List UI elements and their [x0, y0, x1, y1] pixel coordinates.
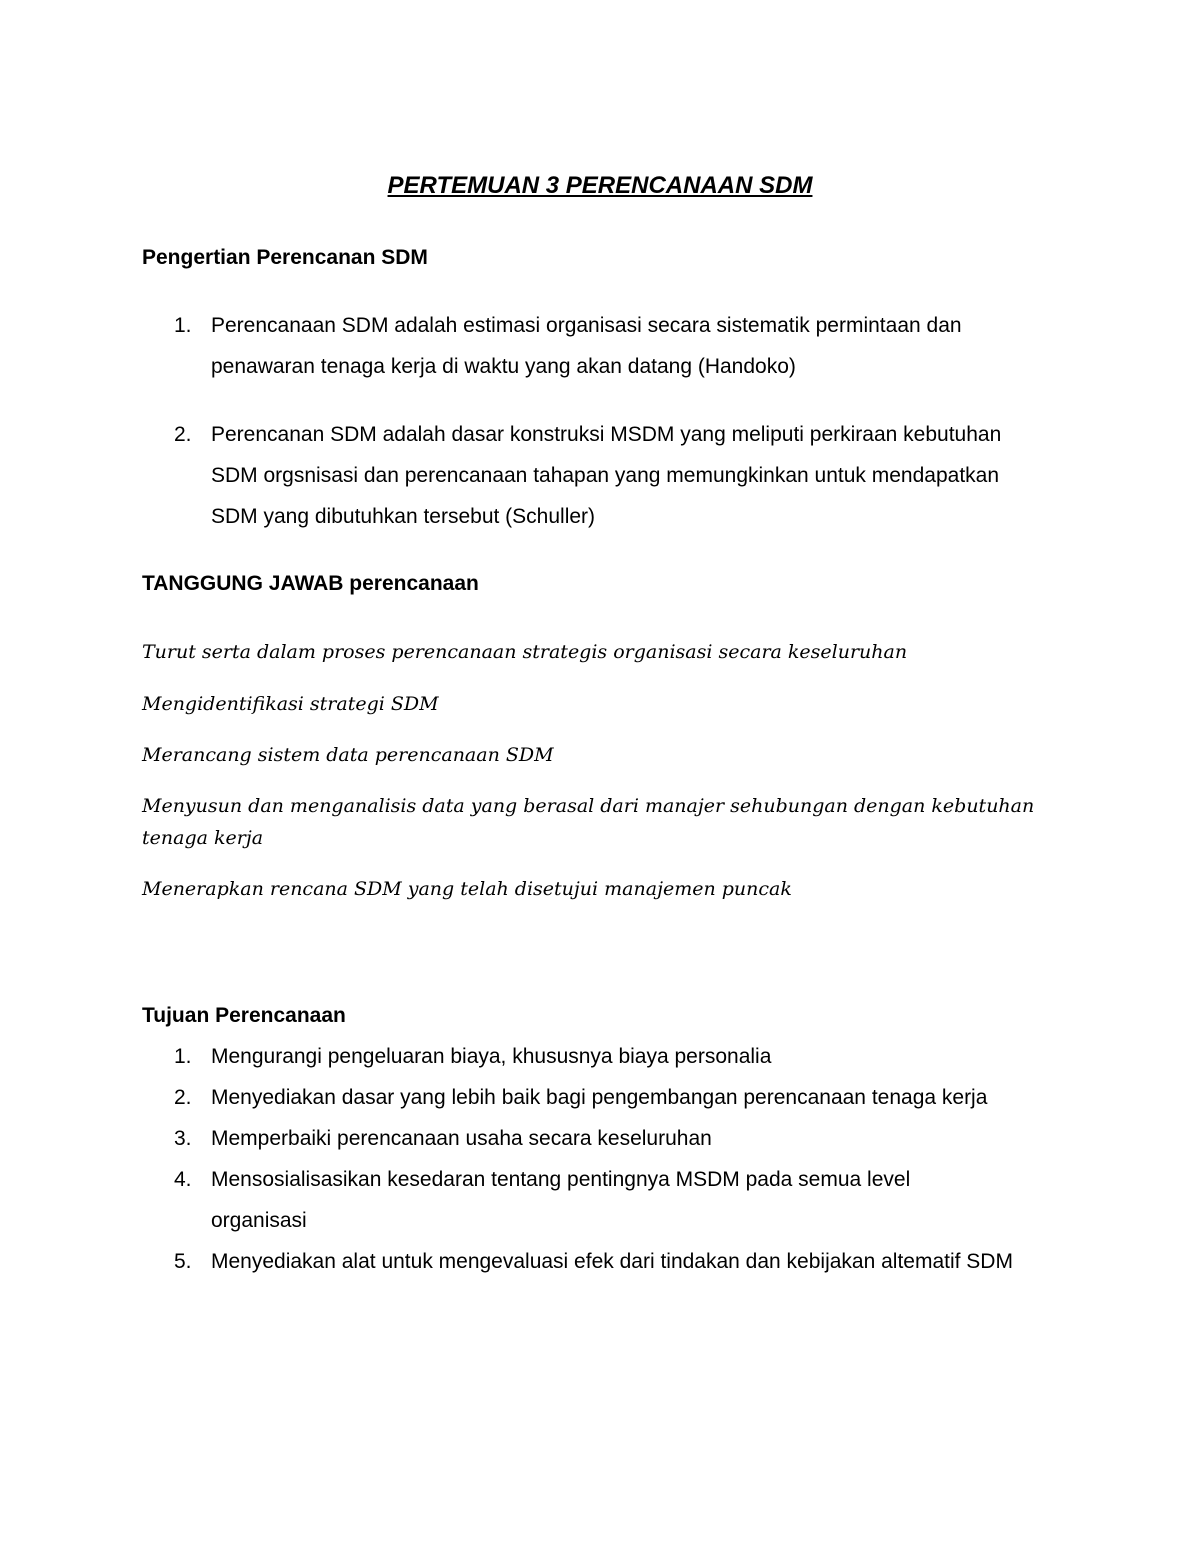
list-item: [0, 1118, 1200, 1159]
list-text: Perencanaan SDM adalah estimasi organisasi secara sistematik permintaan dan penawaran tenaga kerja di waktu yang akan datang (Handoko): [211, 314, 962, 378]
section-heading-tanggung-jawab: TANGGUNG JAWAB perencanaan: [142, 572, 479, 595]
definition-list: [0, 305, 1200, 537]
responsibility-item: Merancang sistem data perencanaan SDM: [142, 744, 554, 766]
goals-list: [0, 1036, 1200, 1282]
list-text: Perencanan SDM adalah dasar konstruksi MSDM yang meliputi perkiraan kebutuhan SDM orgsnisasi dan perencanaan tahapan yang memungkinkan untuk mendapatkan SDM yang dibutuhkan tersebut (Schuller): [211, 423, 1002, 528]
list-text: Menyediakan dasar yang lebih baik bagi pengembangan perencanaan tenaga kerja: [211, 1086, 988, 1109]
list-number: 2.: [174, 423, 192, 446]
list-number: 5.: [174, 1250, 192, 1273]
list-text: Mensosialisasikan kesedaran tentang pentingnya MSDM pada semua level organisasi: [211, 1168, 911, 1232]
list-text: Mengurangi pengeluaran biaya, khususnya biaya personalia: [211, 1045, 772, 1068]
responsibility-item: Mengidentifikasi strategi SDM: [142, 693, 439, 715]
responsibility-item: Menerapkan rencana SDM yang telah disetujui manajemen puncak: [142, 878, 792, 900]
responsibility-item: Turut serta dalam proses perencanaan strategis organisasi secara keseluruhan: [142, 641, 908, 663]
section-heading-tujuan: Tujuan Perencanaan: [142, 1004, 346, 1027]
list-number: 1.: [174, 1045, 192, 1068]
list-number: 4.: [174, 1168, 192, 1191]
page-title: PERTEMUAN 3 PERENCANAAN SDM: [387, 172, 813, 199]
list-number: 2.: [174, 1086, 192, 1109]
list-item: [0, 1159, 1200, 1241]
list-item: [0, 305, 1200, 387]
list-item: [0, 1077, 1200, 1118]
responsibility-item: Menyusun dan menganalisis data yang berasal dari manajer sehubungan dengan kebutuhan tenaga kerja: [142, 795, 1035, 849]
list-item: [0, 1241, 1200, 1282]
list-number: 1.: [174, 314, 192, 337]
list-text: Menyediakan alat untuk mengevaluasi efek dari tindakan dan kebijakan altematif SDM: [211, 1250, 1013, 1273]
list-item: [0, 414, 1200, 537]
list-item: [0, 1036, 1200, 1077]
section-heading-pengertian: Pengertian Perencanan SDM: [142, 246, 428, 269]
list-text: Memperbaiki perencanaan usaha secara keseluruhan: [211, 1127, 712, 1150]
list-number: 3.: [174, 1127, 192, 1150]
